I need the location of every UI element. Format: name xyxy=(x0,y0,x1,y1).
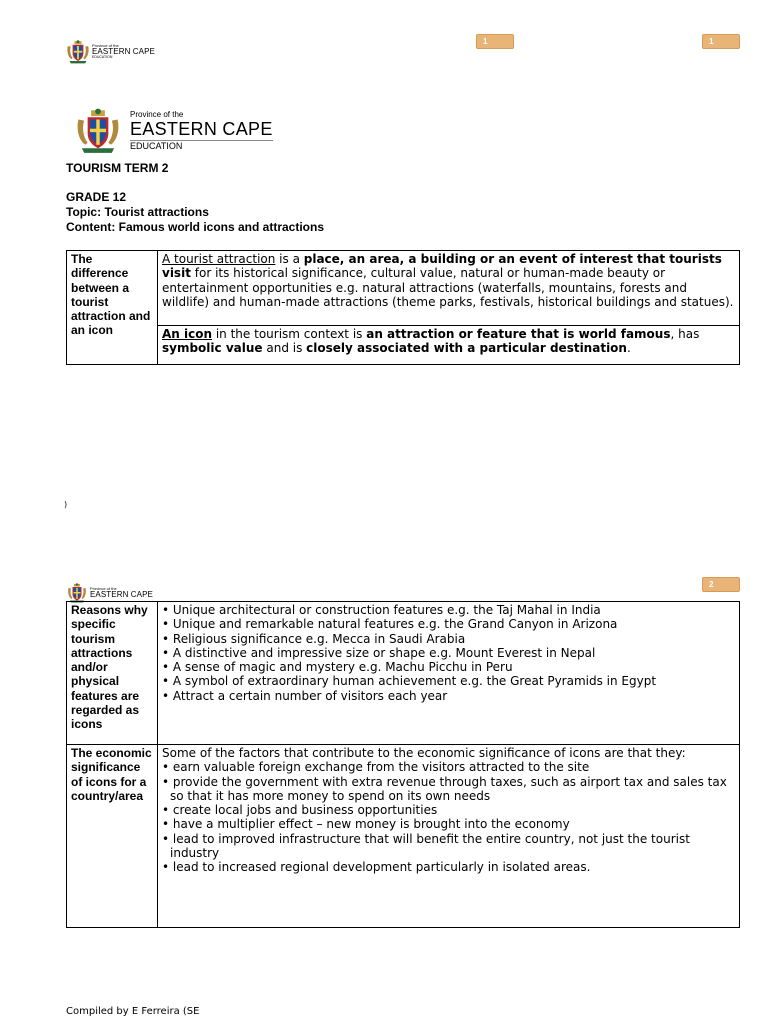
coat-of-arms-icon xyxy=(70,108,126,154)
logo-line2: EASTERN CAPE xyxy=(92,47,155,57)
eastern-cape-logo-small xyxy=(66,583,153,603)
row-label: The economic significance of icons for a country/area xyxy=(67,745,158,928)
text-run: and is xyxy=(262,341,307,356)
logo-line3: EDUCATION xyxy=(130,140,273,151)
icon-definition xyxy=(158,326,740,365)
table-row xyxy=(67,251,740,326)
text-run: symbolic value xyxy=(162,341,263,356)
stray-mark: ) xyxy=(64,500,68,509)
term-icon: An icon xyxy=(162,327,213,341)
row-label: The difference between a tourist attraction and an icon xyxy=(67,251,158,365)
text-run: an attraction or feature that is world famous xyxy=(366,327,671,341)
text-run: . xyxy=(626,341,631,356)
page-number-badge: 2 xyxy=(702,577,740,592)
term-tourist-attraction: A tourist attraction xyxy=(162,252,276,266)
eastern-cape-logo-small xyxy=(66,40,155,64)
logo-line1: Province of the xyxy=(90,586,117,591)
logo-line3: EDUCATION xyxy=(92,55,113,60)
list-item: • A distinctive and impressive size or shape e.g. Mount Everest in Nepal xyxy=(162,645,596,660)
coat-of-arms-icon xyxy=(66,40,90,64)
eastern-cape-logo-large xyxy=(70,108,273,154)
page-number-badge: 1 xyxy=(476,34,514,49)
logo-line1: Province of the xyxy=(92,43,119,49)
reasons-list xyxy=(158,602,740,745)
economic-significance-list xyxy=(158,745,740,928)
table-row xyxy=(67,326,740,365)
icons-reasons-table xyxy=(66,601,740,928)
text-run: in the tourism context is xyxy=(212,327,367,341)
list-item: • have a multiplier effect – new money is brought into the economy xyxy=(162,817,570,832)
attraction-vs-icon-table xyxy=(66,250,740,365)
footer-credit: Compiled by E Ferreira (SE xyxy=(66,1006,200,1017)
text-run: place, an area, a building or an event of interest that tourists visit xyxy=(162,252,722,281)
coat-of-arms-icon xyxy=(66,583,88,603)
logo-line2: EASTERN CAPE xyxy=(130,119,273,139)
content-heading: Content: Famous world icons and attractions xyxy=(66,220,325,234)
logo-line2: EASTERN CAPE xyxy=(90,590,153,599)
text-run: closely associated with a particular destination xyxy=(306,341,627,356)
list-item: • A symbol of extraordinary human achievement e.g. the Great Pyramids in Egypt xyxy=(162,674,657,689)
list-item: • Religious significance e.g. Mecca in Saudi Arabia xyxy=(162,631,466,646)
tourist-attraction-definition xyxy=(158,251,740,326)
list-item: • Unique architectural or construction features e.g. the Taj Mahal in India xyxy=(162,603,601,617)
text-run: is a xyxy=(275,252,304,266)
topic-heading: Topic: Tourist attractions xyxy=(66,205,209,219)
page-number-badge: 1 xyxy=(702,34,740,49)
list-item: • Unique and remarkable natural features e.g. the Grand Canyon in Arizona xyxy=(162,617,618,632)
table-row xyxy=(67,602,740,745)
list-item: • lead to improved infrastructure that will benefit the entire country, not just the tourist industry xyxy=(162,831,690,861)
text-run: , has xyxy=(670,327,700,341)
list-intro: Some of the factors that contribute to the economic significance of icons are that they: xyxy=(162,746,686,760)
list-item: • Attract a certain number of visitors each year xyxy=(162,688,448,703)
table-row xyxy=(67,745,740,928)
list-item: • A sense of magic and mystery e.g. Machu Picchu in Peru xyxy=(162,660,513,675)
text-run: for its historical significance, cultural value, natural or human-made beauty or entertainment opportunities e.g. natural attractions (waterfalls, mountains, forests and wildlife) and human-made attractions (theme parks, festivals, historical buildings and statues). xyxy=(162,266,734,309)
list-item: • create local jobs and business opportunities xyxy=(162,803,438,818)
list-item: • earn valuable foreign exchange from the visitors attracted to the site xyxy=(162,760,590,775)
grade-heading: GRADE 12 xyxy=(66,190,127,204)
list-item: • lead to increased regional development particularly in isolated areas. xyxy=(162,860,591,875)
list-item: • provide the government with extra revenue through taxes, such as airport tax and sales tax so that it has more money to spend on its own needs xyxy=(162,774,727,803)
row-label: Reasons why specific tourism attractions and/or physical features are regarded as icons xyxy=(67,602,158,745)
term-heading: TOURISM TERM 2 xyxy=(66,161,169,175)
logo-line1: Province of the xyxy=(130,110,184,119)
